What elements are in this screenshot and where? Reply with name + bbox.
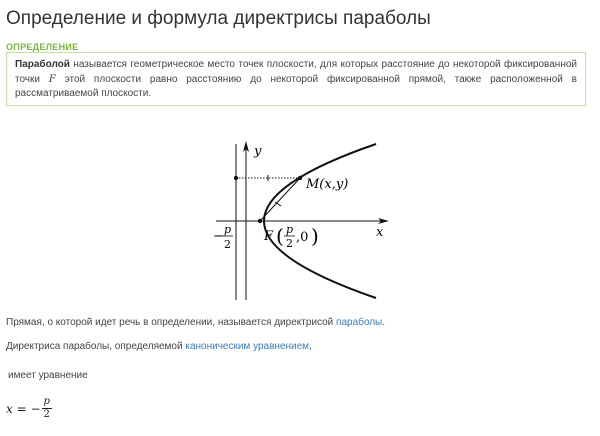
point-m-label: M(x,y)	[306, 177, 349, 192]
focus-point	[258, 219, 262, 223]
point-m	[298, 176, 302, 180]
parabola-link[interactable]: параболы	[336, 317, 383, 328]
focal-segment	[260, 178, 300, 221]
equation-lhs: x = −	[6, 401, 41, 416]
page-title: Определение и формула директрисы параболы	[6, 8, 431, 29]
definition-text-2: этой плоскости равно расстоянию до некоторой фиксированной прямой, также расположенной в рассматриваемой плоскости.	[15, 73, 577, 99]
directrix-minus: −	[213, 229, 224, 244]
canonical-paragraph	[6, 341, 312, 352]
canonical-equation-link[interactable]: каноническим уравнением	[185, 341, 310, 352]
definition-text-1: называется геометрическое место точек плоскости, для которых расстояние до некоторой фиксированной точки	[15, 59, 577, 85]
parabola-figure	[200, 136, 400, 306]
point-on-directrix	[234, 176, 238, 180]
paragraph1-text: Прямая, о которой идет речь в определении, называется директрисой	[6, 317, 337, 328]
x-axis-label: x	[376, 225, 384, 240]
paragraph2-end: ,	[309, 341, 312, 352]
equation-fraction	[42, 396, 52, 421]
equation-numerator: p	[43, 396, 50, 407]
definition-term: Параболой	[15, 59, 70, 70]
focus-frac-num: p	[286, 223, 294, 236]
focus-paren-open: (	[276, 224, 284, 248]
directrix-paragraph	[6, 317, 385, 328]
focus-symbol: F	[48, 73, 56, 85]
paragraph2-text: Директриса параболы, определяемой	[6, 341, 186, 352]
focus-label-prefix: F	[264, 229, 274, 244]
definition-label: ОПРЕДЕЛЕНИЕ	[6, 42, 79, 52]
equation-denominator: 2	[43, 409, 50, 420]
focus-paren-close: )	[311, 224, 319, 248]
y-axis-label: y	[254, 144, 262, 159]
directrix-equation	[6, 396, 52, 421]
directrix-frac-num: p	[224, 223, 232, 236]
definition-box	[6, 52, 586, 106]
directrix-frac-den: 2	[224, 238, 231, 251]
focus-label-suffix: ,0	[296, 230, 309, 245]
focus-frac-den: 2	[286, 237, 293, 250]
paragraph1-end: .	[382, 317, 386, 328]
equation-intro: имеет уравнение	[8, 370, 88, 381]
